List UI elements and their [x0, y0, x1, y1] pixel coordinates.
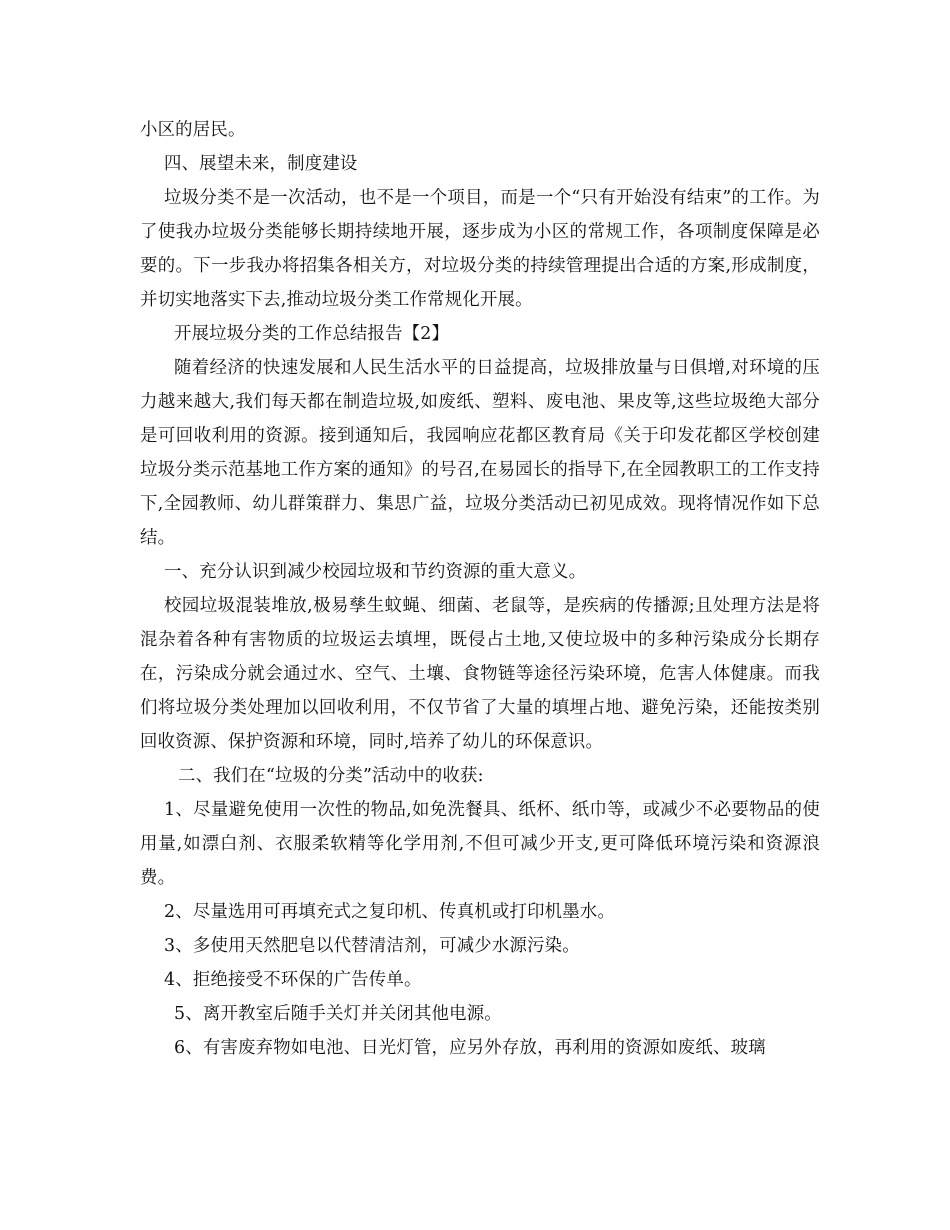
section-heading-two: 二、我们在“垃圾的分类”活动中的收获: [178, 766, 484, 786]
paragraph-system-building: 垃圾分类不是一次活动，也不是一个项目，而是一个“只有开始没有结束”的工作。为了使我办垃圾分类能够长期持续地开展，逐步成为小区的常规工作，各项制度保障是必要的。下一步我办将招集各相关方，对垃圾分类的持续管理提出合适的方案,形成制度，并切实地落实下去,推动垃圾分类工作常规化开展。 [140, 188, 820, 310]
list-item-4: 4、拒绝接受不环保的广告传单。 [164, 970, 422, 990]
section-heading-four: 四、展望未来，制度建设 [164, 154, 358, 174]
paragraph-introduction: 随着经济的快速发展和人民生活水平的日益提高，垃圾排放量与日俱增,对环境的压力越来越大,我们每天都在制造垃圾,如废纸、塑料、废电池、果皮等,这些垃圾绝大部分是可回收利用的资源。接到通知后，我园响应花都区教育局《关于印发花都区学校创建垃圾分类示范基地工作方案的通知》的号召,在易园长的指导下,在全园教职工的工作支持下,全园教师、幼儿群策群力、集思广益，垃圾分类活动已初见成效。现将情况作如下总结。 [140, 358, 820, 548]
report-title: 开展垃圾分类的工作总结报告【2】 [174, 324, 450, 344]
section-heading-one: 一、充分认识到减少校园垃圾和节约资源的重大意义。 [164, 562, 587, 582]
paragraph-continuation: 小区的居民。 [140, 120, 246, 140]
list-item-6: 6、有害废弃物如电池、日光灯管，应另外存放，再利用的资源如废纸、玻璃 [174, 1038, 766, 1058]
list-item-2: 2、尽量选用可再填充式之复印机、传真机或打印机墨水。 [164, 902, 616, 922]
list-item-3: 3、多使用天然肥皂以代替清洁剂，可减少水源污染。 [164, 936, 580, 956]
list-item-5: 5、离开教室后随手关灯并关闭其他电源。 [174, 1004, 502, 1024]
document-body [140, 113, 820, 1065]
list-item-1: 1、尽量避免使用一次性的物品,如免洗餐具、纸杯、纸巾等，或减少不必要物品的使用量,如漂白剂、衣服柔软精等化学用剂,不但可减少开支,更可降低环境污染和资源浪费。 [140, 800, 820, 888]
paragraph-campus-waste: 校园垃圾混装堆放,极易孳生蚊蝇、细菌、老鼠等，是疾病的传播源;且处理方法是将混杂着各种有害物质的垃圾运去填埋，既侵占土地,又使垃圾中的多种污染成分长期存在，污染成分就会通过水、空气、土壤、食物链等途径污染环境，危害人体健康。而我们将垃圾分类处理加以回收利用，不仅节省了大量的填埋占地、避免污染，还能按类别回收资源、保护资源和环境，同时,培养了幼儿的环保意识。 [140, 596, 820, 752]
